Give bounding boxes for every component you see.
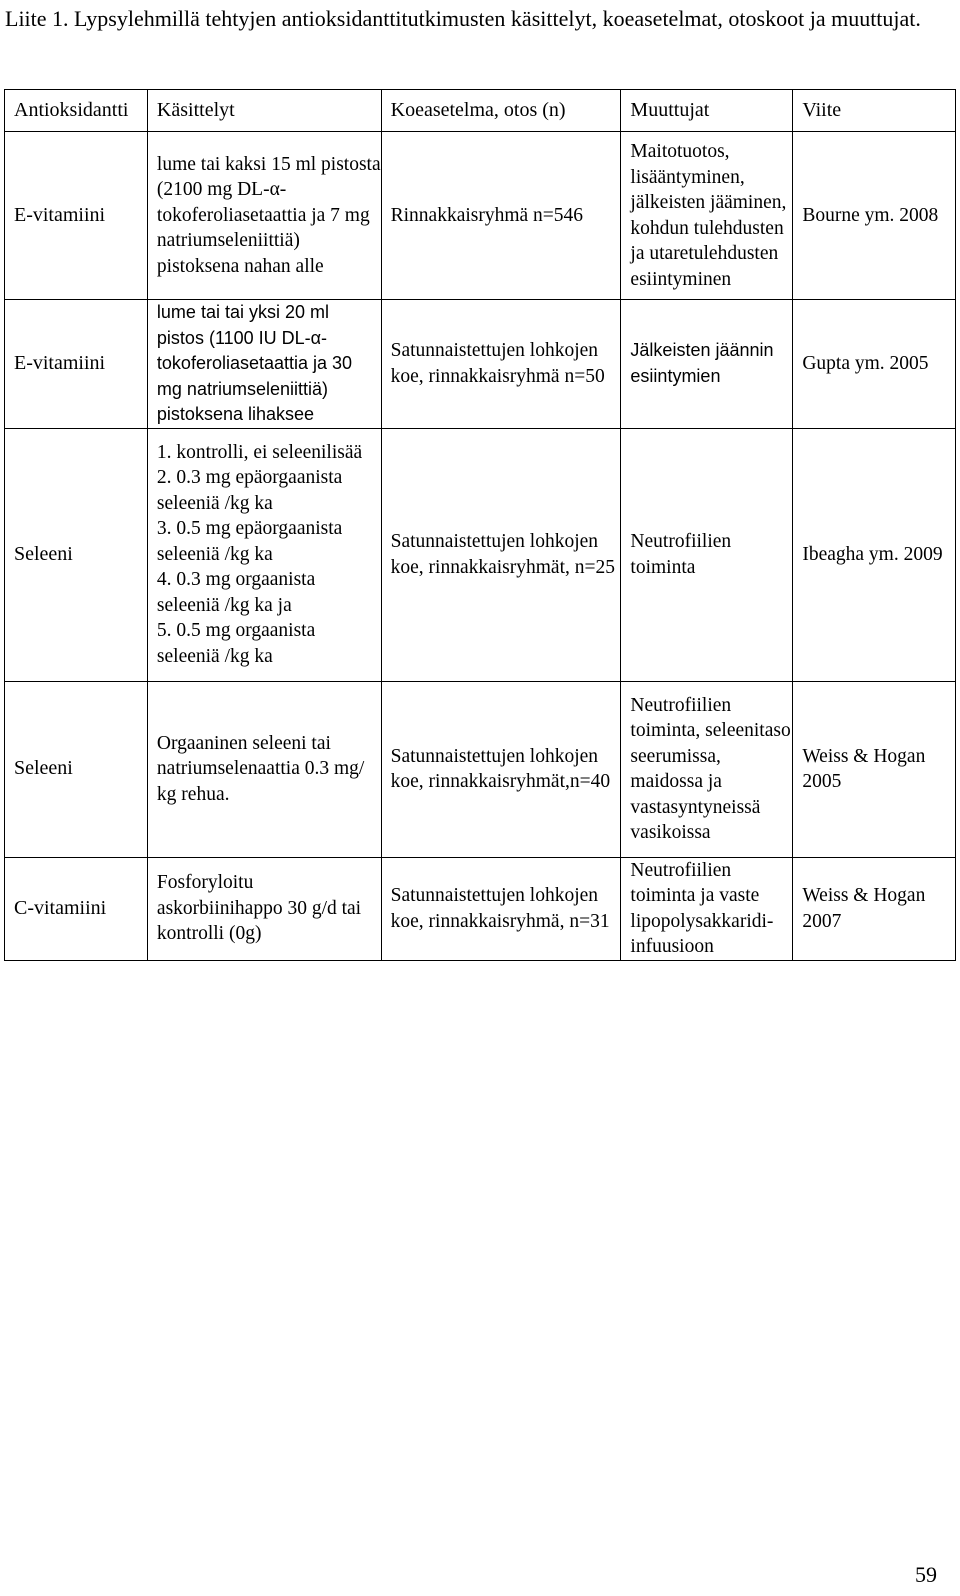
cell-muuttujat: Neutrofiilien toiminta ja vaste lipopolysakkaridi-infuusioon xyxy=(621,857,793,960)
cell-koeasetelma: Rinnakkaisryhmä n=546 xyxy=(381,132,621,300)
table-row xyxy=(5,132,956,300)
cell-kasittelyt: Fosforyloitu askorbiinihappo 30 g/d tai kontrolli (0g) xyxy=(147,857,381,960)
cell-koeasetelma: Satunnaistettujen lohkojen koe, rinnakkaisryhmä, n=31 xyxy=(381,857,621,960)
cell-muuttujat: Neutrofiilien toiminta xyxy=(621,428,793,681)
cell-kasittelyt xyxy=(147,428,381,681)
header-antioksidantti: Antioksidantti xyxy=(5,90,148,132)
page-title: Liite 1. Lypsylehmillä tehtyjen antioksidanttitutkimusten käsittelyt, koeasetelmat, otoskoot ja muuttujat. xyxy=(5,6,921,31)
table-row xyxy=(5,681,956,857)
cell-antioksidantti: E-vitamiini xyxy=(5,132,148,300)
treatment-list xyxy=(157,440,381,670)
cell-koeasetelma: Satunnaistettujen lohkojen koe, rinnakkaisryhmät,n=40 xyxy=(381,681,621,857)
treatment-item: 4. 0.3 mg orgaanista seleeniä /kg ka ja xyxy=(156,569,316,616)
treatment-item: 5. 0.5 mg orgaanista seleeniä /kg ka xyxy=(156,620,316,667)
cell-antioksidantti: C-vitamiini xyxy=(5,857,148,960)
cell-antioksidantti: Seleeni xyxy=(5,681,148,857)
cell-kasittelyt: Orgaaninen seleeni tai natriumselenaattia 0.3 mg/ kg rehua. xyxy=(147,681,381,857)
cell-koeasetelma: Satunnaistettujen lohkojen koe, rinnakkaisryhmä n=50 xyxy=(381,300,621,429)
table-header-row xyxy=(5,90,956,132)
cell-koeasetelma: Satunnaistettujen lohkojen koe, rinnakkaisryhmät, n=25 xyxy=(381,428,621,681)
header-koeasetelma: Koeasetelma, otos (n) xyxy=(381,90,621,132)
cell-muuttujat: Jälkeisten jäännin esiintymien xyxy=(621,300,793,429)
treatment-item: 2. 0.3 mg epäorgaanista seleeniä /kg ka xyxy=(156,467,343,514)
treatment-item: 3. 0.5 mg epäorgaanista seleeniä /kg ka xyxy=(156,518,343,565)
cell-viite: Bourne ym. 2008 xyxy=(793,132,956,300)
table-row xyxy=(5,857,956,960)
cell-viite: Weiss & Hogan 2007 xyxy=(793,857,956,960)
header-kasittelyt: Käsittelyt xyxy=(147,90,381,132)
treatment-item: 1. kontrolli, ei seleenilisää xyxy=(156,441,363,463)
page-number: 59 xyxy=(915,1562,937,1587)
cell-viite: Ibeagha ym. 2009 xyxy=(793,428,956,681)
cell-kasittelyt: lume tai tai yksi 20 ml pistos (1100 IU DL-α-tokoferoliasetaattia ja 30 mg natriumseleniittiä) pistoksena lihaksee xyxy=(147,300,381,429)
cell-muuttujat: Maitotuotos, lisääntyminen, jälkeisten jääminen, kohdun tulehdusten ja utaretulehdusten esiintyminen xyxy=(621,132,793,300)
header-viite: Viite xyxy=(793,90,956,132)
table-row xyxy=(5,428,956,681)
cell-kasittelyt: lume tai kaksi 15 ml pistosta (2100 mg DL-α-tokoferoliasetaattia ja 7 mg natriumseleniittiä) pistoksena nahan alle xyxy=(147,132,381,300)
antioxidant-studies-table xyxy=(4,89,956,961)
cell-antioksidantti: E-vitamiini xyxy=(5,300,148,429)
table-row xyxy=(5,300,956,429)
cell-antioksidantti: Seleeni xyxy=(5,428,148,681)
cell-viite: Gupta ym. 2005 xyxy=(793,300,956,429)
header-muuttujat: Muuttujat xyxy=(621,90,793,132)
cell-viite: Weiss & Hogan 2005 xyxy=(793,681,956,857)
cell-muuttujat: Neutrofiilien toiminta, seleenitaso seerumissa, maidossa ja vastasyntyneissä vasikoissa xyxy=(621,681,793,857)
